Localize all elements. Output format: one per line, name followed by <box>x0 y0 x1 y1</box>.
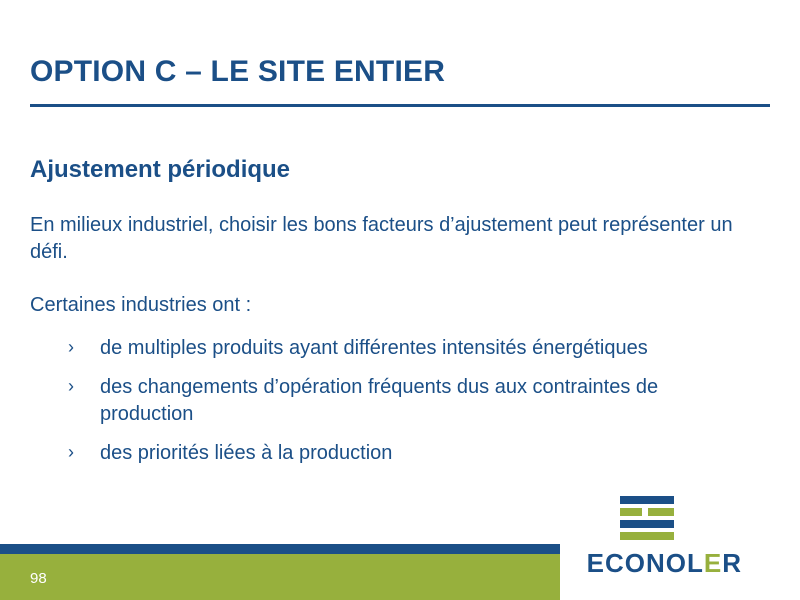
page-number: 98 <box>30 570 47 587</box>
logo-wordmark <box>572 548 742 579</box>
list-item <box>62 440 752 467</box>
list-item-label: de multiples produits ayant différentes intensités énergétiques <box>100 337 648 359</box>
chevron-right-icon: › <box>68 337 74 357</box>
list-item <box>62 374 752 428</box>
chevron-right-icon: › <box>68 376 74 396</box>
list-item-label: des changements d’opération fréquents dus aux contraintes de production <box>100 376 659 425</box>
logo-word-tail: R <box>722 548 742 578</box>
body-paragraph-1: En milieux industriel, choisir les bons facteurs d’ajustement peut représenter un défi. <box>30 214 733 263</box>
list-item-label: des priorités liées à la production <box>100 442 393 464</box>
body-paragraph-2: Certaines industries ont : <box>30 294 252 316</box>
footer-band <box>0 554 560 600</box>
list-item <box>62 335 752 362</box>
chevron-right-icon: › <box>68 442 74 462</box>
bullet-list <box>62 335 752 479</box>
logo <box>572 496 742 586</box>
slide-subtitle: Ajustement périodique <box>30 156 291 183</box>
title-divider <box>30 104 770 107</box>
logo-word-accent: E <box>703 548 723 578</box>
page-title: OPTION C – LE SITE ENTIER <box>30 55 446 88</box>
econoler-logo-icon <box>620 496 674 542</box>
footer-accent-bar <box>0 544 560 554</box>
logo-word-main: ECONOL <box>586 548 704 578</box>
